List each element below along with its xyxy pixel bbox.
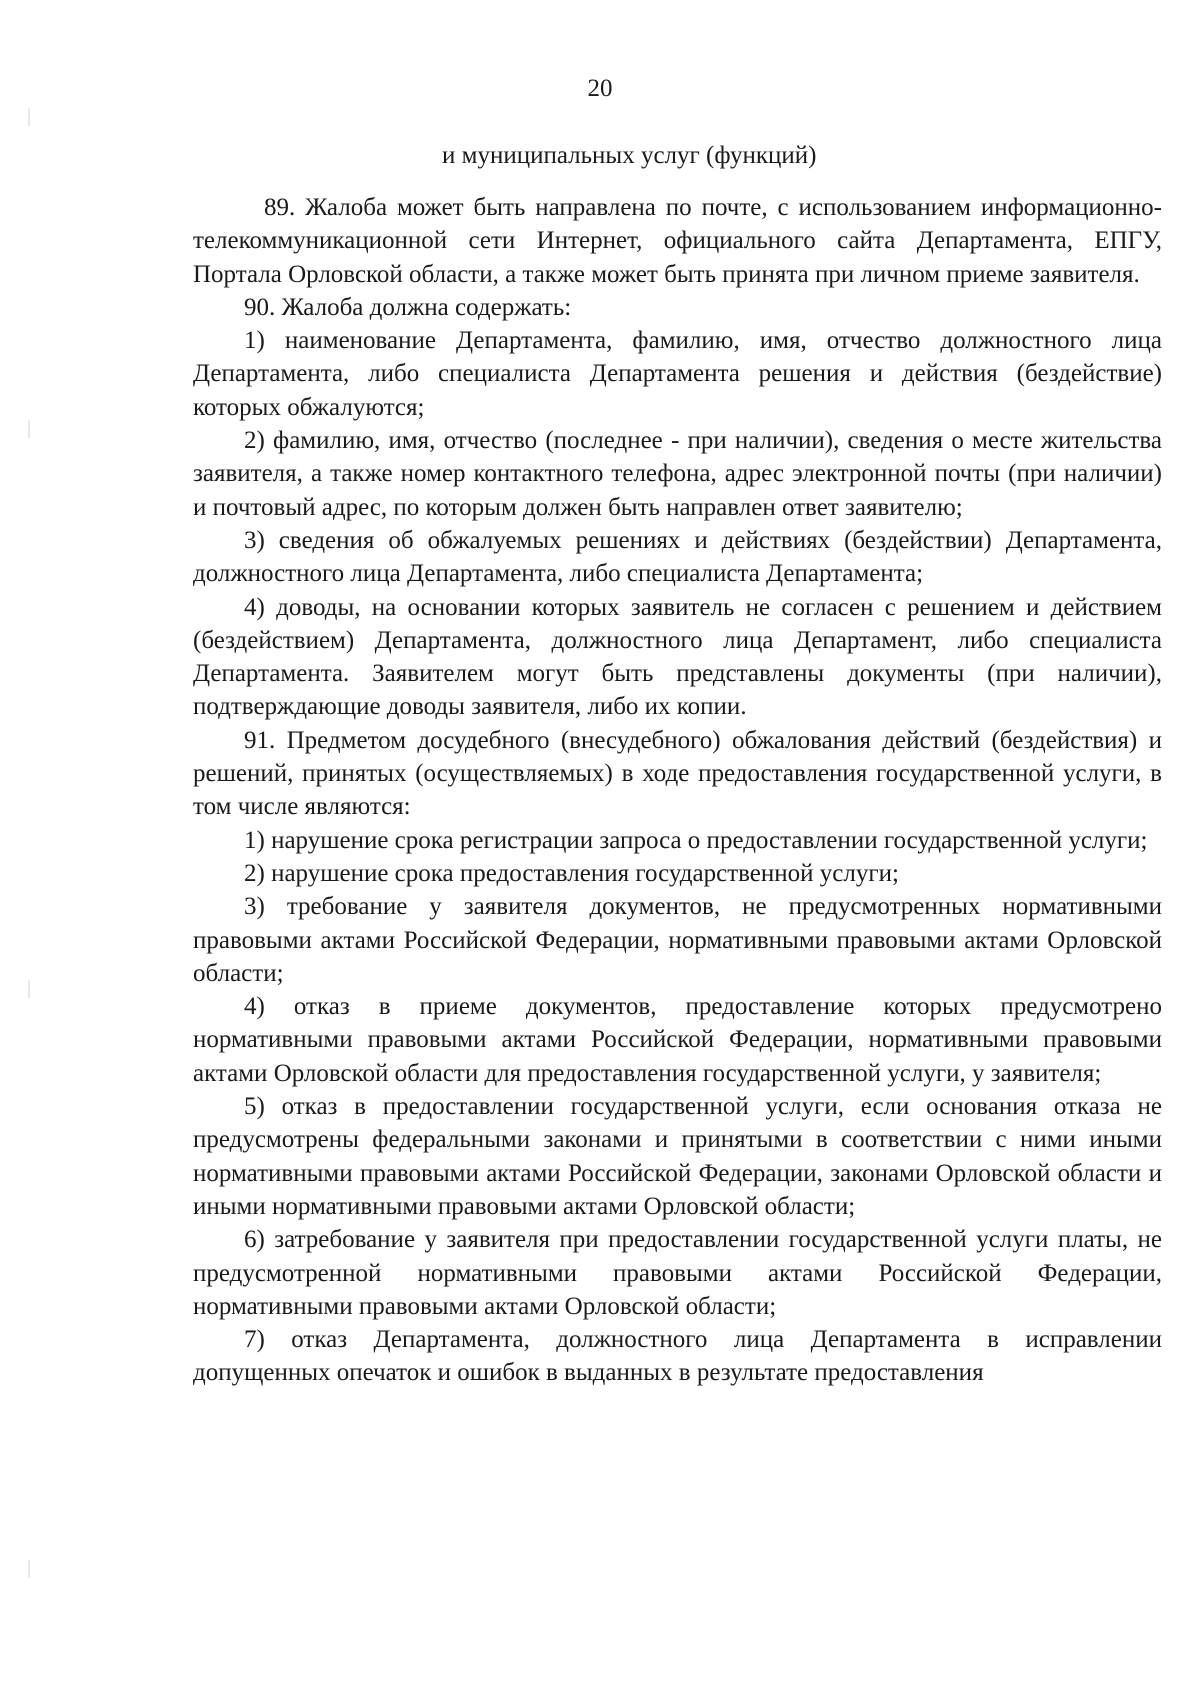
paragraph-90: 90. Жалоба должна содержать:: [244, 293, 572, 321]
scan-margin-mark: [28, 420, 30, 438]
paragraph-90-item-4: 4) доводы, на основании которых заявитель не согласен с решением и действием (бездействием) Департамента, должностного лица Департамент, либо специалиста Департамента. Заявителем могут быть представлены документы (при наличии), подтверждающие доводы заявителя, либо их копии.: [193, 593, 1162, 721]
paragraph-91-item-2: 2) нарушение срока предоставления государственной услуги;: [244, 859, 899, 887]
scan-margin-mark: [28, 1560, 30, 1578]
paragraph-90-item-1: 1) наименование Департамента, фамилию, имя, отчество должностного лица Департамента, либо специалиста Департамента решения и действия (бездействие) которых обжалуются;: [193, 327, 1162, 421]
paragraph-90-item-3: 3) сведения об обжалуемых решениях и действиях (бездействии) Департамента, должностного лица Департамента, либо специалиста Департамента;: [193, 526, 1162, 588]
paragraph-91-item-6: 6) затребование у заявителя при предоставлении государственной услуги платы, не предусмотренной нормативными правовыми актами Российской Федерации, нормативными правовыми актами Орловской области;: [193, 1226, 1162, 1320]
scan-margin-mark: [28, 980, 30, 998]
paragraph-89: 89. Жалоба может быть направлена по почте, с использованием информационно-телекоммуникационной сети Интернет, официального сайта Департамента, ЕПГУ, Портала Орловской области, а также может быть принята при личном приеме заявителя.: [193, 194, 1162, 288]
paragraph-91-item-7: 7) отказ Департамента, должностного лица Департамента в исправлении допущенных опечаток и ошибок в выданных в результате предоставления: [193, 1326, 1162, 1387]
paragraph-91: 91. Предметом досудебного (внесудебного) обжалования действий (бездействия) и решений, принятых (осуществляемых) в ходе предоставления государственной услуги, в том числе являются:: [193, 726, 1162, 821]
document-body: [193, 191, 1162, 1390]
page-number: 20: [587, 75, 613, 102]
paragraph-91-item-4: 4) отказ в приеме документов, предоставление которых предусмотрено нормативными правовыми актами Российской Федерации, нормативными правовыми актами Орловской области для предоставления государственной услуги, у заявителя;: [193, 993, 1162, 1087]
paragraph-91-item-1: 1) нарушение срока регистрации запроса о предоставлении государственной услуги;: [244, 826, 1148, 854]
paragraph-91-item-5: 5) отказ в предоставлении государственной услуги, если основания отказа не предусмотрены федеральными законами и принятыми в соответствии с ними иными нормативными правовыми актами Российской Федерации, законами Орловской области и иными нормативными правовыми актами Орловской области;: [193, 1093, 1162, 1220]
paragraph-90-item-2: 2) фамилию, имя, отчество (последнее - при наличии), сведения о месте жительства заявителя, а также номер контактного телефона, адрес электронной почты (при наличии) и почтовый адрес, по которым должен быть направлен ответ заявителю;: [193, 427, 1162, 521]
scan-margin-mark: [28, 108, 30, 126]
section-heading-continuation: и муниципальных услуг (функций): [442, 142, 817, 169]
paragraph-91-item-3: 3) требование у заявителя документов, не предусмотренных нормативными правовыми актами Российской Федерации, нормативными правовыми актами Орловской области;: [193, 893, 1162, 987]
